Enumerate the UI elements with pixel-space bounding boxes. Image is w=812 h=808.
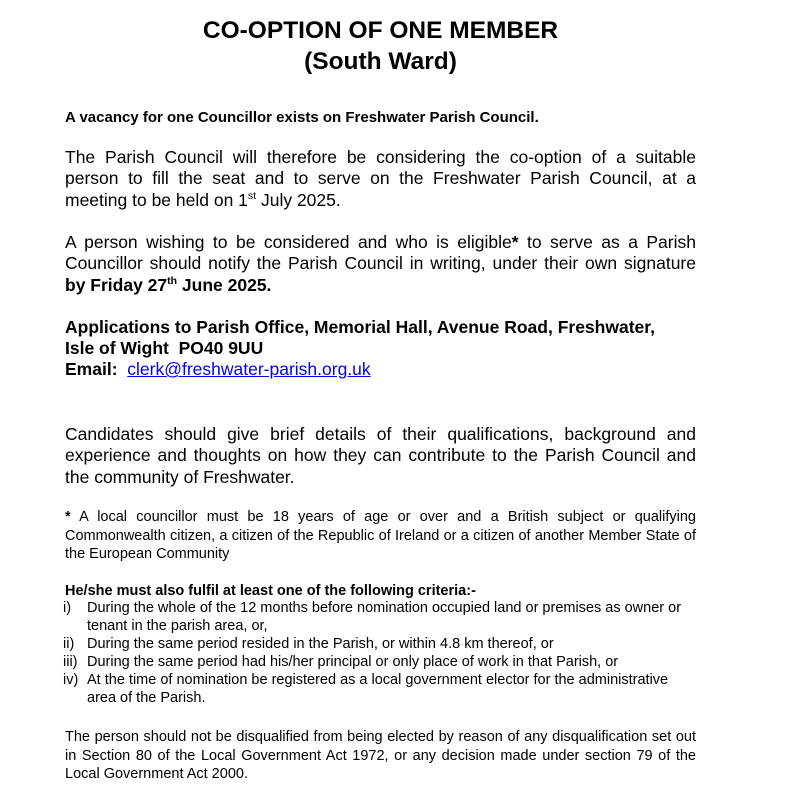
application-address xyxy=(65,317,696,359)
footnote-asterisk: * xyxy=(65,509,71,525)
co-option-paragraph xyxy=(65,147,696,211)
criteria-item xyxy=(65,653,696,671)
deadline-sup: th xyxy=(167,274,178,287)
eligibility-asterisk: * xyxy=(511,232,519,252)
email-link[interactable]: clerk@freshwater-parish.org.uk xyxy=(127,359,371,379)
vacancy-statement: A vacancy for one Councillor exists on Freshwater Parish Council. xyxy=(65,109,539,126)
para1-date: July 2025. xyxy=(256,189,341,210)
deadline-year: June 2025. xyxy=(177,274,272,295)
criteria-number: iv) xyxy=(63,672,79,688)
criteria-number: iii) xyxy=(63,654,78,670)
address-line-1: Applications to Parish Office, Memorial Hall, Avenue Road, Freshwater, xyxy=(65,317,655,337)
document-title: CO-OPTION OF ONE MEMBER xyxy=(202,17,559,44)
email-row xyxy=(65,359,696,380)
address-line-2: Isle of Wight PO40 9UU xyxy=(65,338,264,358)
email-label: Email: xyxy=(65,359,118,379)
eligibility-footnote xyxy=(65,508,696,564)
eligibility-paragraph xyxy=(65,232,696,296)
document-subtitle: (South Ward) xyxy=(304,48,457,75)
criteria-text: During the same period had his/her principal or only place of work in that Parish, or xyxy=(87,654,619,670)
criteria-number: ii) xyxy=(63,636,75,652)
candidates-paragraph: Candidates should give brief details of their qualifications, background and experience and thoughts on how they can contribute to the Parish Council and the community of Freshwater. xyxy=(65,424,696,487)
criteria-text: During the whole of the 12 months before nomination occupied land or premises as owner or tenant in the parish area, or, xyxy=(87,600,682,634)
para2-text: A person wishing to be considered and who is eligible xyxy=(65,232,512,252)
para1-text: The Parish Council will therefore be considering the co-option of a suitable person to fill the seat and to serve on the Freshwater Parish Council, at a meeting to be held on 1 xyxy=(65,147,696,210)
deadline xyxy=(65,275,271,295)
criteria-text: At the time of nomination be registered as a local government elector for the administrative area of the Parish. xyxy=(87,672,669,706)
criteria-item xyxy=(65,599,696,635)
para2-middle: to serve as a Parish Councillor should notify the Parish Council in writing, under their own signature xyxy=(65,232,696,274)
criteria-number: i) xyxy=(63,600,72,616)
criteria-heading: He/she must also fulfil at least one of the following criteria:- xyxy=(65,583,476,599)
criteria-text: During the same period resided in the Parish, or within 4.8 km thereof, or xyxy=(87,636,554,652)
deadline-text: by Friday 27 xyxy=(65,274,168,295)
criteria-item xyxy=(65,635,696,653)
disqualification-paragraph: The person should not be disqualified from being elected by reason of any disqualification set out in Section 80 of the Local Government Act 1972, or any decision made under section 79 of the Local Government Act 2000. xyxy=(65,729,696,782)
criteria-list xyxy=(65,599,696,707)
criteria-item xyxy=(65,671,696,707)
para1-sup: st xyxy=(247,189,257,202)
footnote-text: A local councillor must be 18 years of age or over and a British subject or qualifying Commonwealth citizen, a citizen of the Republic of Ireland or a citizen of another Member State of the European Community xyxy=(65,509,696,562)
